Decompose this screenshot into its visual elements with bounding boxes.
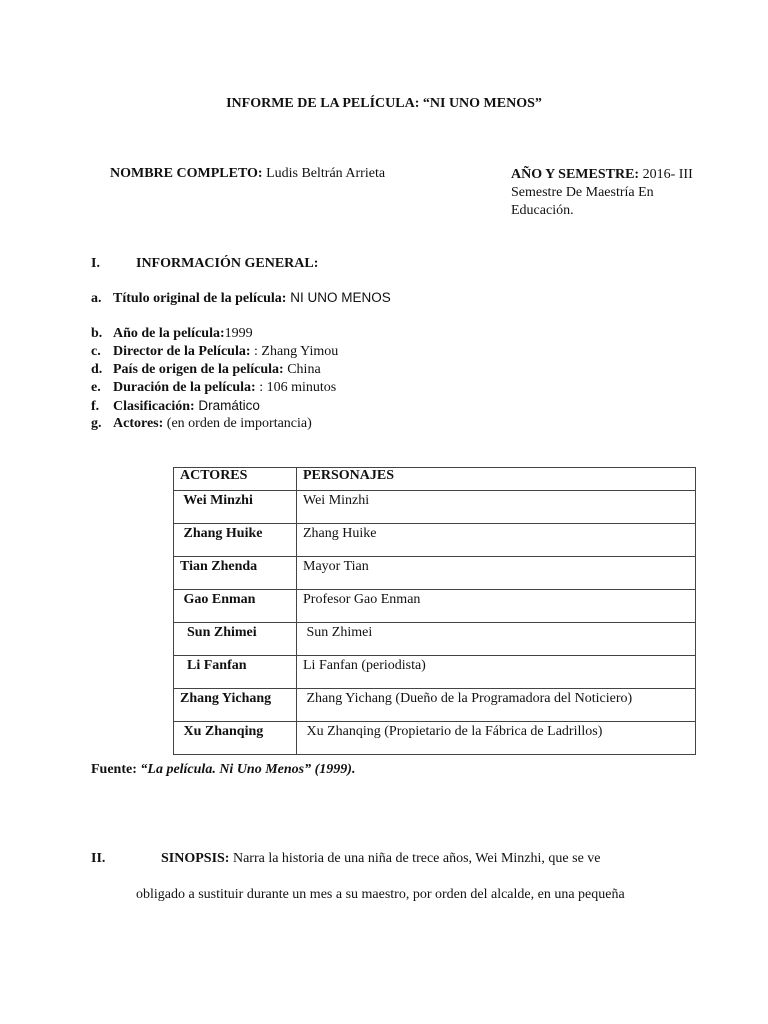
item-label: Clasificación:: [113, 399, 195, 414]
synopsis-line-1: Narra la historia de una niña de trece años, Wei Minzhi, que se ve: [229, 851, 601, 866]
section-2-title: SINOPSIS:: [161, 851, 230, 866]
source-value: “La película. Ni Uno Menos” (1999).: [136, 762, 356, 777]
full-name-value: Ludis Beltrán Arrieta: [266, 166, 386, 181]
column-header-actors: ACTORES: [174, 468, 297, 491]
item-value: 1999: [224, 326, 253, 341]
section-2-heading: [91, 851, 601, 867]
item-label: Año de la película:: [113, 326, 225, 341]
info-item-country: [91, 362, 321, 378]
info-item-title: [91, 290, 391, 307]
table-row: [174, 590, 696, 623]
actor-cell: Gao Enman: [174, 590, 297, 623]
character-cell: Profesor Gao Enman: [297, 590, 696, 623]
source-label: Fuente:: [91, 762, 137, 777]
section-2-number: II.: [91, 851, 106, 866]
info-item-director: [91, 344, 338, 360]
info-item-year: [91, 326, 253, 342]
character-cell: Zhang Huike: [297, 524, 696, 557]
synopsis-line-2: obligado a sustituir durante un mes a su maestro, por orden del alcalde, en una pequeña: [136, 887, 625, 902]
section-1-heading: [91, 256, 318, 272]
item-letter: d.: [91, 362, 103, 377]
actor-cell: Xu Zhanqing: [174, 722, 297, 755]
item-letter: e.: [91, 380, 101, 395]
character-cell: Li Fanfan (periodista): [297, 656, 696, 689]
table-row: [174, 722, 696, 755]
actor-cell: Zhang Yichang: [174, 689, 297, 722]
item-value: NI UNO MENOS: [286, 290, 391, 305]
year-semester-block: [511, 166, 731, 220]
item-label: Título original de la película:: [113, 291, 287, 306]
item-letter: f.: [91, 399, 100, 414]
year-semester-label: AÑO Y SEMESTRE:: [511, 167, 640, 182]
full-name-label: NOMBRE COMPLETO:: [110, 166, 263, 181]
character-cell: Sun Zhimei: [297, 623, 696, 656]
column-header-characters: PERSONAJES: [297, 468, 696, 491]
item-label: Duración de la película:: [113, 380, 256, 395]
item-value: (en orden de importancia): [163, 416, 312, 431]
item-value: : 106 minutos: [255, 380, 337, 395]
section-1-number: I.: [91, 256, 100, 271]
item-label: Director de la Película:: [113, 344, 251, 359]
table-row: [174, 689, 696, 722]
page-title: INFORME DE LA PELÍCULA: “NI UNO MENOS”: [226, 96, 542, 111]
table-row: [174, 524, 696, 557]
table-row: [174, 557, 696, 590]
character-cell: Wei Minzhi: [297, 491, 696, 524]
info-item-duration: [91, 380, 336, 396]
item-letter: b.: [91, 326, 103, 341]
actor-cell: Tian Zhenda: [174, 557, 297, 590]
item-letter: a.: [91, 291, 102, 306]
info-item-classification: [91, 398, 260, 415]
info-item-actors: [91, 416, 312, 432]
item-value: Dramático: [194, 398, 260, 413]
year-semester-value: 2016- III: [642, 167, 693, 182]
character-cell: Mayor Tian: [297, 557, 696, 590]
item-value: : Zhang Yimou: [250, 344, 339, 359]
table-row: [174, 623, 696, 656]
actor-cell: Sun Zhimei: [174, 623, 297, 656]
year-semester-line3: Educación.: [511, 203, 574, 218]
item-value: China: [283, 362, 321, 377]
item-label: País de origen de la película:: [113, 362, 284, 377]
item-letter: g.: [91, 416, 102, 431]
section-1-title: INFORMACIÓN GENERAL:: [136, 256, 319, 271]
year-semester-line2: Semestre De Maestría En: [511, 185, 654, 200]
full-name-line: [110, 166, 385, 182]
cast-table: [173, 467, 696, 755]
table-row: [174, 491, 696, 524]
item-letter: c.: [91, 344, 101, 359]
table-header-row: [174, 468, 696, 491]
character-cell: Xu Zhanqing (Propietario de la Fábrica de Ladrillos): [297, 722, 696, 755]
actor-cell: Wei Minzhi: [174, 491, 297, 524]
character-cell: Zhang Yichang (Dueño de la Programadora del Noticiero): [297, 689, 696, 722]
actor-cell: Li Fanfan: [174, 656, 297, 689]
item-label: Actores:: [113, 416, 164, 431]
table-row: [174, 656, 696, 689]
source-citation: [91, 762, 355, 778]
actor-cell: Zhang Huike: [174, 524, 297, 557]
